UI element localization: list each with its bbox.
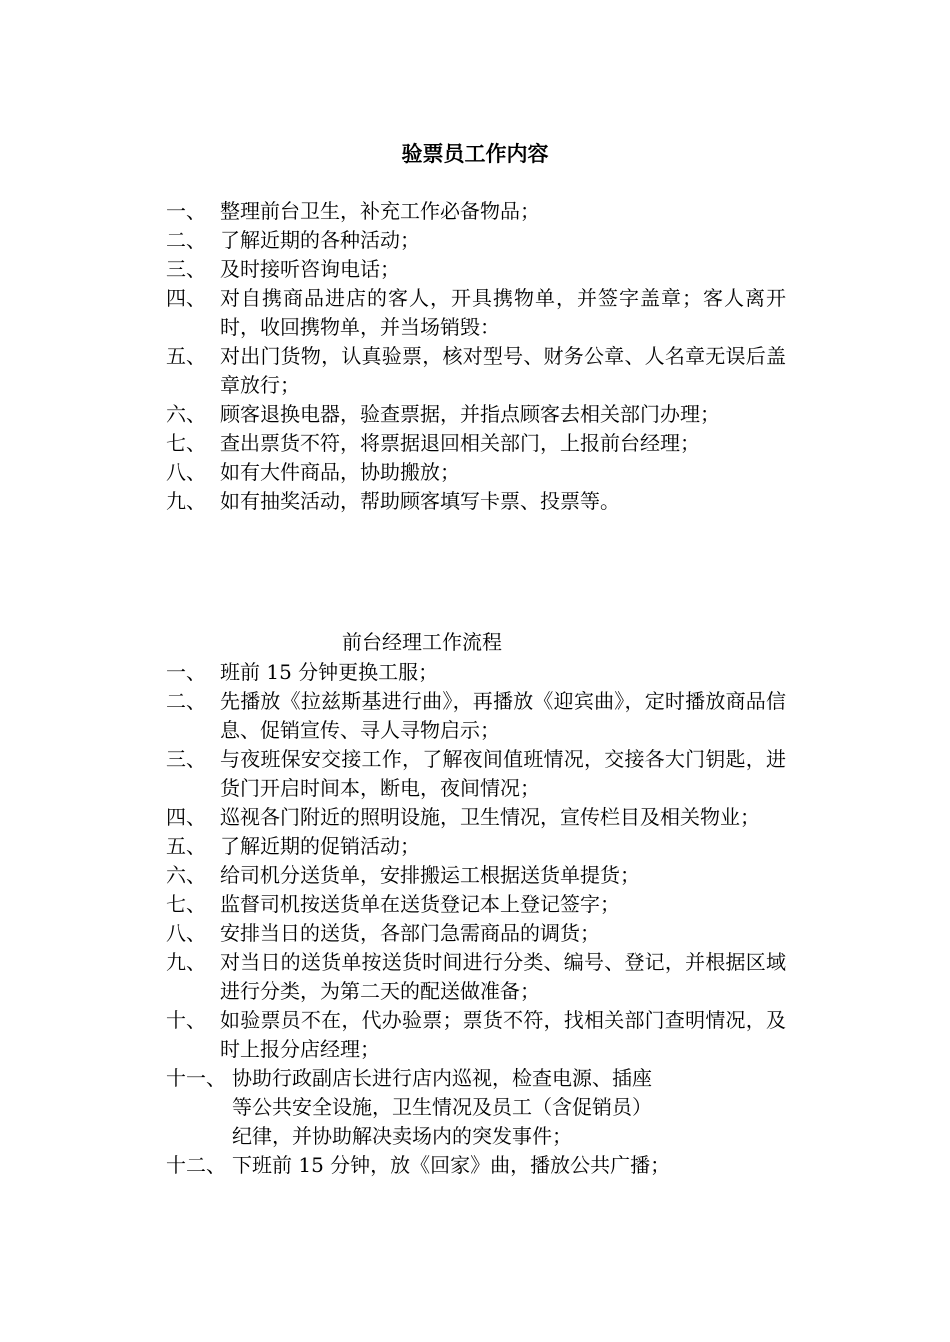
list-item	[166, 342, 786, 400]
item-text: 与夜班保安交接工作，了解夜间值班情况，交接各大门钥匙，进货门开启时间本，断电，夜间情况；	[220, 747, 786, 800]
item-text: 整理前台卫生，补充工作必备物品；	[220, 199, 540, 223]
item-text: 巡视各门附近的照明设施，卫生情况，宣传栏目及相关物业；	[220, 805, 760, 829]
section1-title: 验票员工作内容	[401, 141, 549, 166]
item-text: 对自携商品进店的客人，开具携物单，并签字盖章；客人离开时，收回携物单，并当场销毁：	[220, 286, 786, 339]
item-text: 对当日的送货单按送货时间进行分类、编号、登记，并根据区域进行分类，为第二天的配送做准备；	[220, 950, 786, 1003]
list-item	[166, 284, 786, 342]
list-item	[166, 1006, 786, 1064]
item-text-line: 等公共安全设施，卫生情况及员工（含促销员）	[232, 1095, 652, 1119]
list-item	[166, 400, 786, 429]
item-number: 四、	[166, 286, 206, 310]
item-number: 一、	[166, 199, 206, 223]
item-number: 三、	[166, 747, 206, 771]
item-number: 八、	[166, 921, 206, 945]
item-text: 顾客退换电器，验查票据，并指点顾客去相关部门办理；	[220, 402, 720, 426]
section2-title: 前台经理工作流程	[342, 630, 502, 654]
list-item	[166, 1064, 786, 1151]
list-item	[166, 687, 786, 745]
item-text: 安排当日的送货，各部门急需商品的调货；	[220, 921, 600, 945]
list-item	[166, 1151, 786, 1180]
item-text: 了解近期的促销活动；	[220, 834, 420, 858]
list-item	[166, 919, 786, 948]
item-number: 十、	[166, 1008, 206, 1032]
item-text: 下班前 15 分钟，放《回家》曲，播放公共广播；	[232, 1153, 671, 1177]
item-text-line: 纪律，并协助解决卖场内的突发事件；	[232, 1124, 572, 1148]
item-text-line: 协助行政副店长进行店内巡视，检查电源、插座	[232, 1066, 652, 1090]
item-text: 班前 15 分钟更换工服；	[220, 660, 439, 684]
list-item	[166, 226, 786, 255]
item-text: 如有大件商品，协助搬放；	[220, 460, 460, 484]
item-number: 六、	[166, 863, 206, 887]
item-text: 查出票货不符，将票据退回相关部门，上报前台经理；	[220, 431, 700, 455]
item-text: 给司机分送货单，安排搬运工根据送货单提货；	[220, 863, 640, 887]
item-number: 二、	[166, 689, 206, 713]
item-number: 十二、	[166, 1153, 226, 1177]
item-text: 及时接听咨询电话；	[220, 257, 400, 281]
item-number: 九、	[166, 489, 206, 513]
list-item	[166, 890, 786, 919]
list-item	[166, 197, 786, 226]
list-item	[166, 803, 786, 832]
list-item	[166, 458, 786, 487]
list-item	[166, 487, 786, 516]
item-number: 七、	[166, 892, 206, 916]
section2-list	[166, 658, 786, 1180]
item-number: 六、	[166, 402, 206, 426]
list-item	[166, 861, 786, 890]
item-number: 十一、	[166, 1066, 226, 1090]
item-text: 先播放《拉兹斯基进行曲》，再播放《迎宾曲》，定时播放商品信息、促销宣传、寻人寻物启示；	[220, 689, 786, 742]
item-number: 八、	[166, 460, 206, 484]
item-number: 一、	[166, 660, 206, 684]
list-item	[166, 255, 786, 284]
item-text: 对出门货物，认真验票，核对型号、财务公章、人名章无误后盖章放行；	[220, 344, 786, 397]
item-text: 监督司机按送货单在送货登记本上登记签字；	[220, 892, 620, 916]
list-item	[166, 948, 786, 1006]
item-text: 如验票员不在，代办验票；票货不符，找相关部门查明情况，及时上报分店经理；	[220, 1008, 786, 1061]
list-item	[166, 658, 786, 687]
list-item	[166, 745, 786, 803]
list-item	[166, 429, 786, 458]
section1-list	[166, 197, 786, 516]
item-text: 了解近期的各种活动；	[220, 228, 420, 252]
item-number: 五、	[166, 834, 206, 858]
item-number: 四、	[166, 805, 206, 829]
item-number: 三、	[166, 257, 206, 281]
item-number: 五、	[166, 344, 206, 368]
item-number: 九、	[166, 950, 206, 974]
item-text: 如有抽奖活动，帮助顾客填写卡票、投票等。	[220, 489, 620, 513]
item-number: 七、	[166, 431, 206, 455]
item-number: 二、	[166, 228, 206, 252]
list-item	[166, 832, 786, 861]
